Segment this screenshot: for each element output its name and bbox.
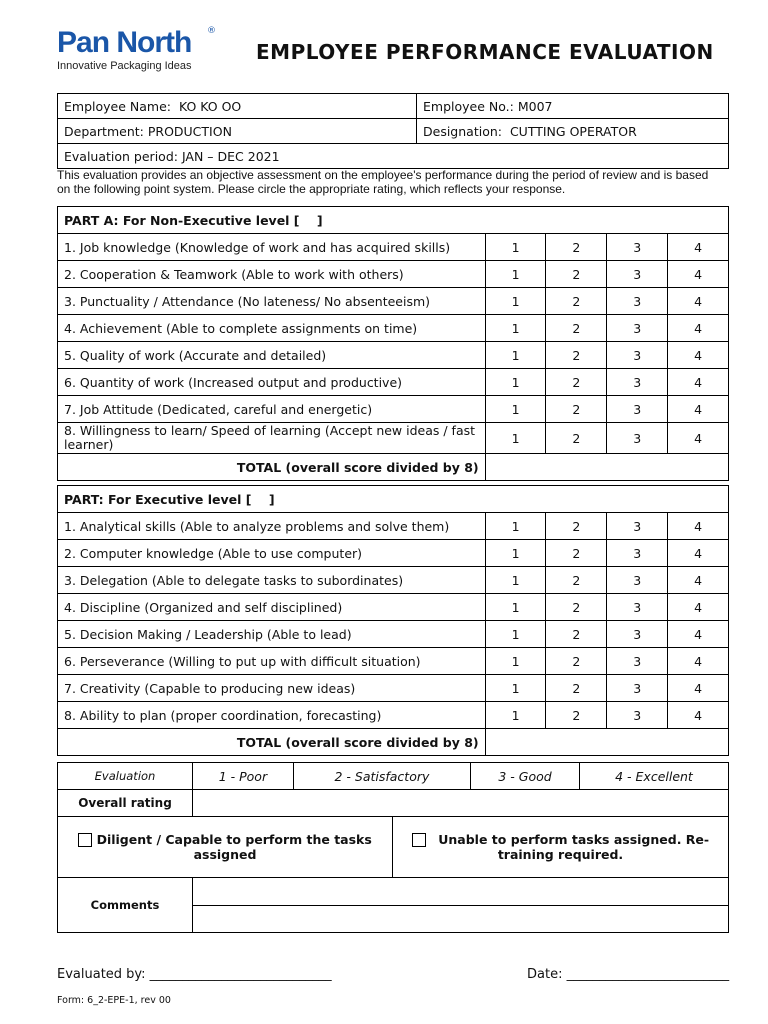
part-a-table (57, 206, 729, 481)
part-b-rating-option[interactable]: 3 (607, 648, 668, 675)
employee-name-label: Employee Name: (64, 98, 171, 114)
part-a-rating-option[interactable]: 4 (668, 261, 729, 288)
part-b-rating-option[interactable]: 1 (485, 621, 546, 648)
rating-scale-table (57, 762, 729, 817)
part-a-rating-option[interactable]: 4 (668, 315, 729, 342)
overall-rating-field[interactable] (193, 790, 729, 817)
part-b-rating-option[interactable]: 2 (546, 675, 607, 702)
period-label: Evaluation period: (64, 148, 178, 164)
part-b-row (58, 702, 729, 729)
part-b-total-field[interactable] (485, 729, 728, 756)
overall-rating-label: Overall rating (58, 790, 193, 817)
department-label: Department: (64, 123, 144, 139)
part-a-total-field[interactable] (485, 454, 728, 481)
part-a-row (58, 261, 729, 288)
scale-option-good[interactable]: 3 - Good (471, 763, 580, 790)
part-a-row (58, 315, 729, 342)
period-value: JAN – DEC 2021 (181, 148, 280, 164)
part-a-rating-option[interactable]: 1 (485, 396, 546, 423)
employee-name-cell (58, 94, 417, 119)
part-b-rating-option[interactable]: 1 (485, 567, 546, 594)
part-a-rating-option[interactable]: 2 (546, 288, 607, 315)
employee-no-value: M007 (517, 98, 553, 114)
comments-line-2[interactable] (193, 905, 729, 933)
part-a-rating-option[interactable]: 4 (668, 396, 729, 423)
part-b-rating-option[interactable]: 2 (546, 513, 607, 540)
part-a-rating-option[interactable]: 2 (546, 234, 607, 261)
page-title: EMPLOYEE PERFORMANCE EVALUATION (256, 40, 714, 64)
part-b-rating-option[interactable]: 1 (485, 540, 546, 567)
part-b-rating-option[interactable]: 3 (607, 675, 668, 702)
part-b-criterion: 8. Ability to plan (proper coordination, forecasting) (58, 702, 486, 729)
part-b-rating-option[interactable]: 3 (607, 594, 668, 621)
part-a-rating-option[interactable]: 4 (668, 342, 729, 369)
part-a-rating-option[interactable]: 1 (485, 342, 546, 369)
registered-mark: ® (207, 26, 216, 36)
part-a-row (58, 396, 729, 423)
part-b-rating-option[interactable]: 2 (546, 621, 607, 648)
part-b-rating-option[interactable]: 4 (668, 594, 729, 621)
diligent-option[interactable] (58, 817, 393, 878)
part-b-total-label: TOTAL (overall score divided by 8) (58, 729, 486, 756)
part-b-rating-option[interactable]: 2 (546, 567, 607, 594)
part-a-criterion: 3. Punctuality / Attendance (No lateness/ No absenteeism) (58, 288, 486, 315)
part-a-criterion: 5. Quality of work (Accurate and detailed) (58, 342, 486, 369)
part-a-rating-option[interactable]: 1 (485, 369, 546, 396)
part-b-row (58, 621, 729, 648)
part-b-rating-option[interactable]: 1 (485, 702, 546, 729)
part-a-rating-option[interactable]: 3 (607, 315, 668, 342)
part-b-table (57, 485, 729, 756)
designation-label: Designation: (423, 123, 502, 139)
part-a-rating-option[interactable]: 4 (668, 423, 729, 454)
part-b-rating-option[interactable]: 3 (607, 513, 668, 540)
part-a-rating-option[interactable]: 2 (546, 342, 607, 369)
part-a-row (58, 369, 729, 396)
part-a-total-row (58, 454, 729, 481)
part-b-rating-option[interactable]: 3 (607, 702, 668, 729)
part-a-rating-option[interactable]: 4 (668, 369, 729, 396)
part-b-row (58, 594, 729, 621)
part-b-rating-option[interactable]: 3 (607, 567, 668, 594)
designation-value: CUTTING OPERATOR (509, 123, 637, 139)
part-b-rating-option[interactable]: 1 (485, 648, 546, 675)
part-a-criterion: 1. Job knowledge (Knowledge of work and has acquired skills) (58, 234, 486, 261)
part-a-criterion: 4. Achievement (Able to complete assignments on time) (58, 315, 486, 342)
part-a-rating-option[interactable]: 1 (485, 234, 546, 261)
part-a-criterion: 6. Quantity of work (Increased output and productive) (58, 369, 486, 396)
part-b-criterion: 7. Creativity (Capable to producing new ideas) (58, 675, 486, 702)
part-b-rating-option[interactable]: 1 (485, 675, 546, 702)
scale-option-excellent[interactable]: 4 - Excellent (579, 763, 728, 790)
part-a-rating-option[interactable]: 2 (546, 315, 607, 342)
comments-line-1[interactable] (193, 878, 729, 906)
part-b-row (58, 567, 729, 594)
part-a-row (58, 288, 729, 315)
part-a-rating-option[interactable]: 3 (607, 234, 668, 261)
part-a-rating-option[interactable]: 4 (668, 234, 729, 261)
part-a-criterion: 8. Willingness to learn/ Speed of learning (Accept new ideas / fast learner) (58, 423, 486, 454)
comments-label: Comments (58, 878, 193, 933)
scale-option-poor[interactable]: 1 - Poor (193, 763, 294, 790)
employee-name-value: KO KO OO (178, 98, 242, 114)
part-a-rating-option[interactable]: 3 (607, 369, 668, 396)
part-a-row (58, 234, 729, 261)
part-a-row (58, 342, 729, 369)
part-a-rating-option[interactable]: 2 (546, 369, 607, 396)
part-a-heading: PART A: For Non-Executive level [ ] (58, 207, 729, 234)
part-b-rating-option[interactable]: 2 (546, 594, 607, 621)
part-b-criterion: 5. Decision Making / Leadership (Able to lead) (58, 621, 486, 648)
part-b-rating-option[interactable]: 1 (485, 594, 546, 621)
part-b-criterion: 4. Discipline (Organized and self disciplined) (58, 594, 486, 621)
designation-cell (417, 119, 729, 144)
scale-label: Evaluation (58, 763, 193, 790)
part-a-rating-option[interactable]: 3 (607, 261, 668, 288)
part-b-rating-option[interactable]: 4 (668, 675, 729, 702)
part-b-rating-option[interactable]: 2 (546, 702, 607, 729)
part-b-rating-option[interactable]: 4 (668, 513, 729, 540)
part-b-rating-option[interactable]: 1 (485, 513, 546, 540)
part-a-rating-option[interactable]: 4 (668, 288, 729, 315)
part-a-rating-option[interactable]: 2 (546, 396, 607, 423)
company-logo: Pan North (57, 26, 192, 59)
diligent-label: Diligent / Capable to perform the tasks assigned (96, 831, 372, 863)
part-b-row (58, 648, 729, 675)
part-a-row (58, 423, 729, 454)
part-b-rating-option[interactable]: 4 (668, 702, 729, 729)
period-cell (58, 144, 729, 169)
diligent-checkbox[interactable] (78, 833, 92, 847)
part-b-row (58, 513, 729, 540)
part-b-row (58, 675, 729, 702)
part-b-rating-option[interactable]: 4 (668, 567, 729, 594)
logo-tagline: Innovative Packaging Ideas (57, 60, 192, 72)
employee-info-table (57, 93, 729, 169)
unable-checkbox[interactable] (412, 833, 426, 847)
part-a-rating-option[interactable]: 3 (607, 288, 668, 315)
part-a-rating-option[interactable]: 2 (546, 423, 607, 454)
part-b-criterion: 6. Perseverance (Willing to put up with difficult situation) (58, 648, 486, 675)
part-b-rating-option[interactable]: 3 (607, 621, 668, 648)
part-a-total-label: TOTAL (overall score divided by 8) (58, 454, 486, 481)
evaluated-by-field[interactable]: Evaluated by: ____________________________ (57, 967, 332, 982)
part-a-rating-option[interactable]: 3 (607, 423, 668, 454)
part-a-criterion: 2. Cooperation & Teamwork (Able to work with others) (58, 261, 486, 288)
department-value: PRODUCTION (147, 123, 232, 139)
part-b-criterion: 2. Computer knowledge (Able to use computer) (58, 540, 486, 567)
part-a-rating-option[interactable]: 2 (546, 261, 607, 288)
part-a-rating-option[interactable]: 1 (485, 315, 546, 342)
part-a-rating-option[interactable]: 1 (485, 288, 546, 315)
part-b-rating-option[interactable]: 4 (668, 621, 729, 648)
date-field[interactable]: Date: _________________________ (527, 967, 730, 982)
part-b-rating-option[interactable]: 2 (546, 540, 607, 567)
unable-label: Unable to perform tasks assigned. Re-training required. (438, 831, 710, 863)
part-b-rating-option[interactable]: 3 (607, 540, 668, 567)
form-code: Form: 6_2-EPE-1, rev 00 (57, 995, 171, 1006)
intro-text: This evaluation provides an objective assessment on the employee's performance during the period of review and is based on the following point system. Please circle the appropriate rating, which reflects your response. (57, 168, 709, 196)
part-b-criterion: 3. Delegation (Able to delegate tasks to subordinates) (58, 567, 486, 594)
employee-no-label: Employee No.: (423, 98, 514, 114)
employee-no-cell (417, 94, 729, 119)
part-a-rating-option[interactable]: 3 (607, 396, 668, 423)
department-cell (58, 119, 417, 144)
part-b-row (58, 540, 729, 567)
part-b-total-row (58, 729, 729, 756)
part-a-rating-option[interactable]: 3 (607, 342, 668, 369)
part-a-criterion: 7. Job Attitude (Dedicated, careful and energetic) (58, 396, 486, 423)
part-a-rating-option[interactable]: 1 (485, 423, 546, 454)
part-b-rating-option[interactable]: 4 (668, 648, 729, 675)
part-b-heading: PART: For Executive level [ ] (58, 486, 729, 513)
part-b-rating-option[interactable]: 2 (546, 648, 607, 675)
scale-option-satisfactory[interactable]: 2 - Satisfactory (293, 763, 470, 790)
part-a-rating-option[interactable]: 1 (485, 261, 546, 288)
part-b-criterion: 1. Analytical skills (Able to analyze problems and solve them) (58, 513, 486, 540)
part-b-rating-option[interactable]: 4 (668, 540, 729, 567)
unable-option[interactable] (393, 817, 729, 878)
comments-table (57, 877, 729, 933)
outcome-table (57, 816, 729, 878)
